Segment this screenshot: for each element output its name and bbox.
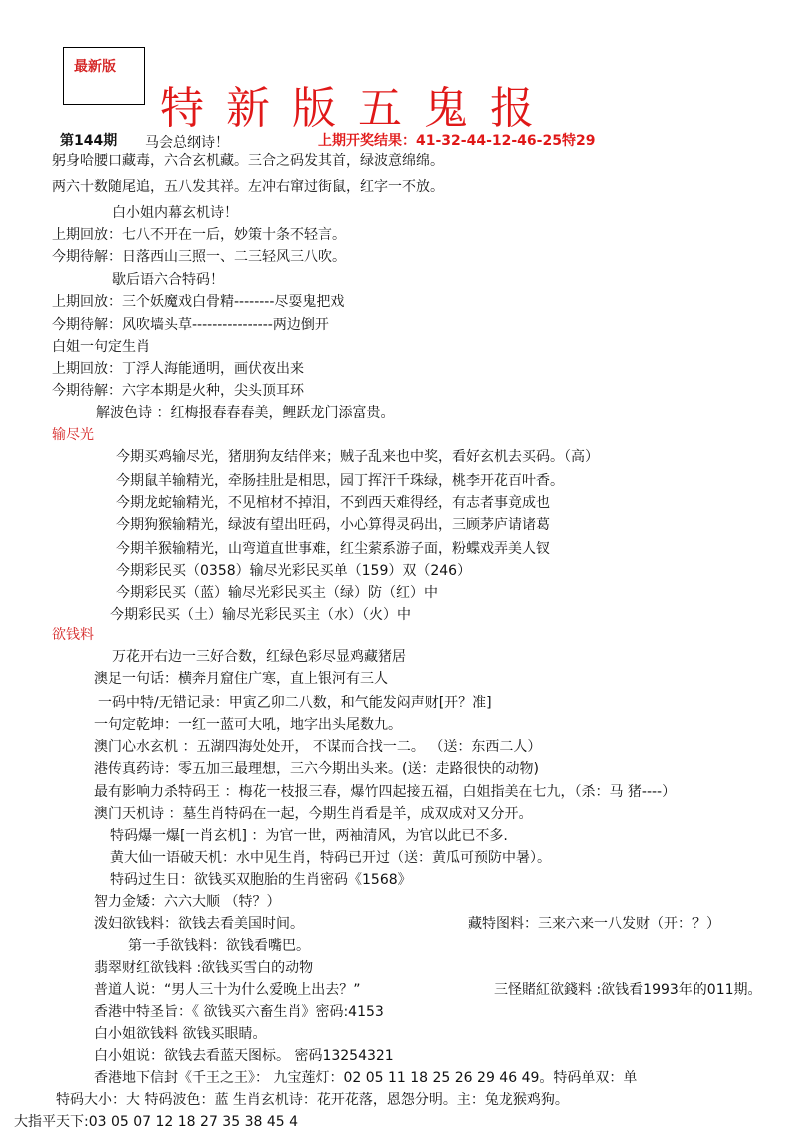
text-line: 三怪賭紅欲錢料 :欲钱看1993年的011期。 — [494, 982, 762, 998]
text-line: 翡翠财红欲钱料 :欲钱买雪白的动物 — [94, 960, 314, 976]
text-line: 今期待解：日落西山三照一、二三轻风三八吹。 — [52, 249, 346, 265]
text-line: 普道人说：“男人三十为什么爱晚上出去？” — [94, 982, 361, 998]
text-line: 白小姐欲钱料 欲钱买眼睛。 — [94, 1026, 267, 1042]
page-title: 特新版五鬼报 — [160, 83, 556, 134]
text-line: 今期狗猴输精光，绿波有望出旺码，小心算得灵码出，三顾茅庐请诸葛 — [116, 517, 550, 533]
text-line: 躬身哈腰口藏毒，六合玄机藏。三合之码发其首，绿波意绵绵。 — [52, 153, 444, 169]
text-line: 上期回放：丁浮人海能通明，画伏夜出来 — [52, 361, 304, 377]
text-line: 白小姐内幕玄机诗！ — [112, 205, 238, 221]
text-line: 一句定乾坤：一红一蓝可大吼，地字出头尾数九。 — [94, 717, 402, 733]
text-line: 香港中特圣旨：《 欲钱买六畜生肖》密码:4153 — [94, 1004, 384, 1020]
badge-label: 最新版 — [74, 59, 116, 75]
text-line: 藏特图料：三来六来一八发财（开：？） — [468, 916, 720, 932]
text-line: 澳门心水玄机 ：五湖四海处处开， 不谋而合找一二。 （送：东西二人） — [94, 739, 542, 755]
issue-poem-title: 马会总纲诗！ — [145, 135, 229, 151]
section-heading: 输尽光 — [52, 427, 94, 443]
text-line: 今期待解：六字本期是火种，尖头顶耳环 — [52, 383, 304, 399]
text-line: 今期羊猴输精光，山弯道直世事难，红尘萦系游子面，粉蝶戏弄美人钗 — [116, 541, 550, 557]
text-line: 大指平天下:03 05 07 12 18 27 35 38 45 4 — [14, 1114, 299, 1130]
edition-badge — [63, 47, 145, 105]
text-line: 泼妇欲钱料：欲钱去看美国时间。 — [94, 916, 304, 932]
last-result: 上期开奖结果：41-32-44-12-46-25特29 — [318, 133, 596, 149]
text-line: 万花开右边一三好合数，红绿色彩尽显鸡藏猪居 — [112, 649, 406, 665]
text-line: 今期彩民买（0358）输尽光彩民买单（159）双（246） — [116, 563, 472, 579]
text-line: 最有影响力杀特码王 ：梅花一枝报三春，爆竹四起接五福，白姐指美在七九，（杀：马 猪----） — [94, 784, 677, 800]
text-line: 特码过生日：欲钱买双胞胎的生肖密码《1568》 — [110, 872, 412, 888]
text-line: 白姐一句定生肖 — [52, 339, 150, 355]
section-heading: 欲钱料 — [52, 627, 94, 643]
text-line: 智力金矮：六六大顺 （特？） — [94, 894, 281, 910]
text-line: 第一手欲钱料：欲钱看嘴巴。 — [128, 938, 310, 954]
text-line: 今期待解：风吹墙头草----------------两边倒开 — [52, 317, 329, 333]
text-line: 今期龙蛇输精光，不见棺材不掉泪，不到西天难得经，有志者事竟成也 — [116, 495, 550, 511]
text-line: 特码大小：大 特码波色：蓝 生肖玄机诗：花开花落，恩怨分明。主：兔龙猴鸡狗。 — [56, 1092, 569, 1108]
text-line: 今期买鸡输尽光，猪朋狗友结伴来；贼子乱来也中奖，看好玄机去买码。（高） — [116, 449, 599, 465]
text-line: 黄大仙一语破天机：水中见生肖，特码已开过（送：黄瓜可预防中暑）。 — [110, 850, 551, 866]
text-line: 今期彩民买（土）输尽光彩民买主（水）（火）中 — [110, 607, 411, 623]
text-line: 今期彩民买（蓝）输尽光彩民买主（绿）防（红）中 — [116, 585, 438, 601]
text-line: 特码爆一爆[一肖玄机] ：为官一世，两袖清风，为官以此已不多. — [110, 828, 508, 844]
text-line: 上期回放：三个妖魔戏白骨精--------尽耍鬼把戏 — [52, 294, 345, 310]
text-line: 澳门天机诗 ：墓生肖特码在一起，今期生肖看是羊，成双成对又分开。 — [94, 806, 533, 822]
text-line: 上期回放：七八不开在一后，妙策十条不轻言。 — [52, 227, 346, 243]
text-line: 香港地下信封《千王之王》： 九宝莲灯：02 05 11 18 25 26 29 46 49。特码单双：单 — [94, 1070, 638, 1086]
text-line: 解波色诗 ：红梅报春春春美，鲤跃龙门添富贵。 — [96, 405, 395, 421]
text-line: 两六十数随尾追，五八发其祥。左冲右窜过街鼠，红字一不放。 — [52, 179, 444, 195]
text-line: 澳足一句话：横奔月窟住广寒，直上银河有三人 — [94, 671, 388, 687]
text-line: 一码中特/无错记录：甲寅乙卯二八数，和气能发闷声财[开？准] — [98, 695, 492, 711]
text-line: 港传真药诗：零五加三最理想，三六今期出头来。(送：走路很快的动物) — [94, 761, 539, 777]
text-line: 歇后语六合特码！ — [112, 272, 224, 288]
text-line: 今期鼠羊输精光，牵肠挂肚是相思，园丁挥汗千珠绿，桃李开花百叶香。 — [116, 473, 564, 489]
text-line: 白小姐说：欲钱去看蓝天图标。 密码13254321 — [94, 1048, 394, 1064]
issue-number: 第144期 — [60, 133, 118, 149]
